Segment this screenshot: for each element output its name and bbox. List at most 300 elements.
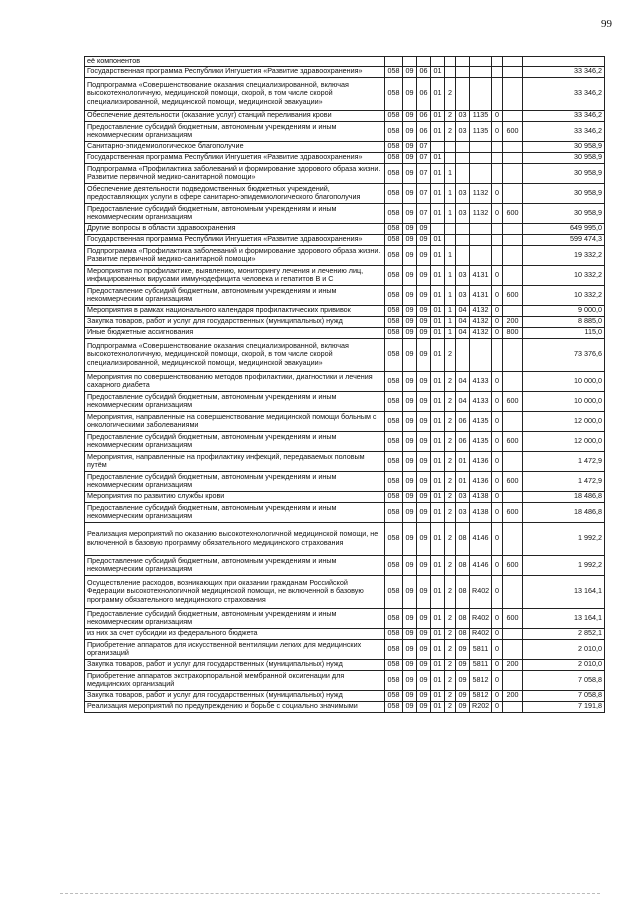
row-name: Закупка товаров, работ и услуг для государственных (муниципальных) нужд xyxy=(85,659,385,670)
row-subsection: 09 xyxy=(417,223,431,234)
row-subprogram: 1 xyxy=(445,163,456,183)
row-section: 09 xyxy=(403,391,417,411)
row-subprogram: 1 xyxy=(445,316,456,327)
row-section: 09 xyxy=(403,203,417,223)
row-kvsr: 058 xyxy=(385,338,403,371)
table-row xyxy=(85,471,605,491)
row-event xyxy=(456,66,470,77)
row-event: 09 xyxy=(456,670,470,690)
row-subprogram xyxy=(445,66,456,77)
row-subsection: 09 xyxy=(417,338,431,371)
row-name: Предоставление субсидий бюджетным, автономным учреждениям и иным некоммерческим организациям xyxy=(85,203,385,223)
row-expense-type xyxy=(503,639,523,659)
row-subprogram: 2 xyxy=(445,391,456,411)
row-direction: 4131 xyxy=(470,285,492,305)
table-row xyxy=(85,575,605,608)
row-direction: R402 xyxy=(470,608,492,628)
row-subprogram xyxy=(445,234,456,245)
row-section: 09 xyxy=(403,628,417,639)
row-program: 01 xyxy=(431,234,445,245)
table-row xyxy=(85,223,605,234)
row-subprogram: 1 xyxy=(445,245,456,265)
row-event: 03 xyxy=(456,491,470,502)
row-section: 09 xyxy=(403,522,417,555)
row-code-digit: 0 xyxy=(492,502,503,522)
row-event: 09 xyxy=(456,690,470,701)
row-amount: 115,0 xyxy=(523,327,605,338)
table-row xyxy=(85,639,605,659)
row-amount: 13 164,1 xyxy=(523,608,605,628)
row-code-digit xyxy=(492,163,503,183)
row-direction xyxy=(470,141,492,152)
row-amount: 18 486,8 xyxy=(523,491,605,502)
row-kvsr: 058 xyxy=(385,502,403,522)
row-program: 01 xyxy=(431,690,445,701)
row-section: 09 xyxy=(403,265,417,285)
row-direction: R402 xyxy=(470,575,492,608)
row-code-digit: 0 xyxy=(492,608,503,628)
table-row xyxy=(85,555,605,575)
row-name: Государственная программа Республики Ингушетия «Развитие здравоохранения» xyxy=(85,234,385,245)
row-direction: 4131 xyxy=(470,265,492,285)
row-code-digit xyxy=(492,141,503,152)
row-program: 01 xyxy=(431,411,445,431)
row-kvsr: 058 xyxy=(385,608,403,628)
row-direction xyxy=(470,66,492,77)
row-amount: 12 000,0 xyxy=(523,431,605,451)
row-event: 01 xyxy=(456,451,470,471)
row-section: 09 xyxy=(403,338,417,371)
row-section: 09 xyxy=(403,555,417,575)
row-subprogram: 2 xyxy=(445,121,456,141)
row-event xyxy=(456,57,470,67)
row-subsection: 09 xyxy=(417,502,431,522)
row-direction: 5811 xyxy=(470,659,492,670)
row-expense-type xyxy=(503,305,523,316)
row-section: 09 xyxy=(403,491,417,502)
row-expense-type xyxy=(503,223,523,234)
row-event: 03 xyxy=(456,110,470,121)
row-code-digit: 0 xyxy=(492,575,503,608)
row-event: 04 xyxy=(456,316,470,327)
row-code-digit: 0 xyxy=(492,471,503,491)
row-direction: R402 xyxy=(470,628,492,639)
row-kvsr: 058 xyxy=(385,66,403,77)
row-subsection: 09 xyxy=(417,690,431,701)
row-kvsr: 058 xyxy=(385,305,403,316)
row-section: 09 xyxy=(403,77,417,110)
row-code-digit: 0 xyxy=(492,659,503,670)
row-kvsr: 058 xyxy=(385,121,403,141)
row-event: 09 xyxy=(456,639,470,659)
row-program: 01 xyxy=(431,152,445,163)
row-program xyxy=(431,57,445,67)
row-name: её компонентов xyxy=(85,57,385,67)
row-code-digit: 0 xyxy=(492,371,503,391)
table-row xyxy=(85,491,605,502)
row-expense-type xyxy=(503,411,523,431)
row-event: 09 xyxy=(456,659,470,670)
row-subsection: 06 xyxy=(417,66,431,77)
row-kvsr: 058 xyxy=(385,110,403,121)
row-kvsr: 058 xyxy=(385,152,403,163)
row-subsection: 09 xyxy=(417,245,431,265)
row-code-digit: 0 xyxy=(492,203,503,223)
table-row xyxy=(85,451,605,471)
row-subprogram: 2 xyxy=(445,502,456,522)
row-amount: 2 010,0 xyxy=(523,659,605,670)
row-code-digit xyxy=(492,152,503,163)
row-direction: 4146 xyxy=(470,522,492,555)
row-subprogram xyxy=(445,141,456,152)
row-subsection: 09 xyxy=(417,575,431,608)
row-program: 01 xyxy=(431,555,445,575)
row-kvsr: 058 xyxy=(385,471,403,491)
row-expense-type xyxy=(503,451,523,471)
row-subprogram: 2 xyxy=(445,371,456,391)
table-row xyxy=(85,522,605,555)
row-subprogram: 1 xyxy=(445,203,456,223)
row-amount: 599 474,3 xyxy=(523,234,605,245)
row-section: 09 xyxy=(403,223,417,234)
row-subprogram: 2 xyxy=(445,659,456,670)
row-amount: 1 992,2 xyxy=(523,522,605,555)
row-kvsr: 058 xyxy=(385,163,403,183)
row-subsection: 06 xyxy=(417,77,431,110)
row-amount: 30 958,9 xyxy=(523,163,605,183)
table-row xyxy=(85,66,605,77)
row-section xyxy=(403,57,417,67)
row-code-digit: 0 xyxy=(492,639,503,659)
table-body xyxy=(85,57,605,713)
row-direction xyxy=(470,338,492,371)
row-code-digit: 0 xyxy=(492,431,503,451)
row-subsection: 09 xyxy=(417,265,431,285)
row-program: 01 xyxy=(431,451,445,471)
row-subprogram: 2 xyxy=(445,628,456,639)
row-direction: 5811 xyxy=(470,639,492,659)
row-event xyxy=(456,77,470,110)
row-program: 01 xyxy=(431,639,445,659)
row-kvsr: 058 xyxy=(385,223,403,234)
row-subsection: 09 xyxy=(417,431,431,451)
row-subprogram: 2 xyxy=(445,110,456,121)
table-row xyxy=(85,77,605,110)
row-name: Предоставление субсидий бюджетным, автономным учреждениям и иным некоммерческим организациям xyxy=(85,285,385,305)
row-amount: 33 346,2 xyxy=(523,66,605,77)
row-direction xyxy=(470,77,492,110)
row-subsection: 07 xyxy=(417,183,431,203)
row-program: 01 xyxy=(431,575,445,608)
row-subsection: 09 xyxy=(417,234,431,245)
row-amount: 13 164,1 xyxy=(523,575,605,608)
row-subprogram: 2 xyxy=(445,411,456,431)
row-subsection: 09 xyxy=(417,491,431,502)
row-program: 01 xyxy=(431,183,445,203)
row-direction xyxy=(470,163,492,183)
row-kvsr: 058 xyxy=(385,391,403,411)
row-name: Мероприятия по профилактике, выявлению, мониторингу лечения и лечению лиц, инфицированных вирусами иммунодефицита человека и гепатитов В и С xyxy=(85,265,385,285)
row-direction xyxy=(470,223,492,234)
row-amount: 649 995,0 xyxy=(523,223,605,234)
table-row xyxy=(85,265,605,285)
table-row xyxy=(85,701,605,712)
row-program xyxy=(431,223,445,234)
row-amount: 1 472,9 xyxy=(523,471,605,491)
table-row xyxy=(85,57,605,67)
page-number: 99 xyxy=(601,18,612,30)
row-event: 08 xyxy=(456,555,470,575)
table-row xyxy=(85,690,605,701)
row-direction: 4136 xyxy=(470,471,492,491)
row-name: Реализация мероприятий по предупреждению и борьбе с социально значимыми xyxy=(85,701,385,712)
row-program: 01 xyxy=(431,338,445,371)
row-expense-type xyxy=(503,234,523,245)
row-subprogram: 2 xyxy=(445,471,456,491)
row-event: 04 xyxy=(456,371,470,391)
row-kvsr: 058 xyxy=(385,183,403,203)
row-direction: 4133 xyxy=(470,371,492,391)
table-row xyxy=(85,285,605,305)
row-direction: 4132 xyxy=(470,305,492,316)
row-kvsr: 058 xyxy=(385,659,403,670)
table-row xyxy=(85,152,605,163)
row-program xyxy=(431,141,445,152)
row-name: Государственная программа Республики Ингушетия «Развитие здравоохранения» xyxy=(85,66,385,77)
row-expense-type: 600 xyxy=(503,608,523,628)
row-event: 03 xyxy=(456,121,470,141)
row-name: Реализация мероприятий по оказанию высокотехнологичной медицинской помощи, не включенной в базовую программу обязательного медицинского страхования xyxy=(85,522,385,555)
row-subprogram xyxy=(445,152,456,163)
row-name: из них за счет субсидии из федерального бюджета xyxy=(85,628,385,639)
row-kvsr: 058 xyxy=(385,411,403,431)
row-program: 01 xyxy=(431,471,445,491)
row-event: 03 xyxy=(456,183,470,203)
row-event: 08 xyxy=(456,628,470,639)
row-event: 01 xyxy=(456,471,470,491)
row-expense-type: 800 xyxy=(503,327,523,338)
row-expense-type xyxy=(503,66,523,77)
row-direction: 4138 xyxy=(470,502,492,522)
row-program: 01 xyxy=(431,163,445,183)
row-name: Предоставление субсидий бюджетным, автономным учреждениям и иным некоммерческим организациям xyxy=(85,608,385,628)
row-expense-type xyxy=(503,57,523,67)
row-section: 09 xyxy=(403,608,417,628)
row-subsection: 09 xyxy=(417,639,431,659)
row-kvsr: 058 xyxy=(385,670,403,690)
row-subprogram: 2 xyxy=(445,701,456,712)
table-row xyxy=(85,234,605,245)
row-kvsr: 058 xyxy=(385,245,403,265)
row-code-digit xyxy=(492,77,503,110)
row-expense-type xyxy=(503,163,523,183)
row-subprogram: 2 xyxy=(445,77,456,110)
row-direction: 1132 xyxy=(470,203,492,223)
row-section: 09 xyxy=(403,670,417,690)
row-amount: 12 000,0 xyxy=(523,411,605,431)
row-amount: 2 852,1 xyxy=(523,628,605,639)
row-event xyxy=(456,141,470,152)
row-name: Предоставление субсидий бюджетным, автономным учреждениям и иным некоммерческим организациям xyxy=(85,431,385,451)
row-amount: 1 992,2 xyxy=(523,555,605,575)
row-direction: 4136 xyxy=(470,451,492,471)
row-program: 01 xyxy=(431,316,445,327)
row-event: 08 xyxy=(456,608,470,628)
row-name: Мероприятия по развитию службы крови xyxy=(85,491,385,502)
table-row xyxy=(85,305,605,316)
row-name: Обеспечение деятельности подведомственных бюджетных учреждений, предоставляющих услуги в сфере санитарно-эпидемиологического благополучия xyxy=(85,183,385,203)
row-name: Закупка товаров, работ и услуг для государственных (муниципальных) нужд xyxy=(85,316,385,327)
row-section: 09 xyxy=(403,471,417,491)
row-subprogram: 2 xyxy=(445,431,456,451)
row-program: 01 xyxy=(431,431,445,451)
row-subprogram: 2 xyxy=(445,555,456,575)
row-expense-type: 600 xyxy=(503,555,523,575)
row-direction xyxy=(470,234,492,245)
row-section: 09 xyxy=(403,327,417,338)
row-subsection: 09 xyxy=(417,371,431,391)
row-amount xyxy=(523,57,605,67)
row-direction: 4132 xyxy=(470,316,492,327)
row-code-digit xyxy=(492,57,503,67)
row-name: Предоставление субсидий бюджетным, автономным учреждениям и иным некоммерческим организациям xyxy=(85,502,385,522)
row-kvsr: 058 xyxy=(385,690,403,701)
page-bottom-rule xyxy=(60,893,600,896)
row-kvsr: 058 xyxy=(385,555,403,575)
row-expense-type: 600 xyxy=(503,471,523,491)
row-section: 09 xyxy=(403,163,417,183)
row-program: 01 xyxy=(431,608,445,628)
row-section: 09 xyxy=(403,305,417,316)
row-subsection: 09 xyxy=(417,316,431,327)
row-code-digit: 0 xyxy=(492,701,503,712)
row-program: 01 xyxy=(431,371,445,391)
row-program: 01 xyxy=(431,491,445,502)
row-code-digit: 0 xyxy=(492,690,503,701)
row-code-digit: 0 xyxy=(492,285,503,305)
row-program: 01 xyxy=(431,245,445,265)
row-code-digit: 0 xyxy=(492,670,503,690)
table-row xyxy=(85,431,605,451)
row-amount: 7 058,8 xyxy=(523,670,605,690)
row-kvsr: 058 xyxy=(385,316,403,327)
table-row xyxy=(85,141,605,152)
row-amount: 18 486,8 xyxy=(523,502,605,522)
row-name: Осуществление расходов, возникающих при оказании гражданам Российской Федерации высокотехнологичной медицинской помощи, не включенной в базовую программу обязательного медицинского страхования xyxy=(85,575,385,608)
row-kvsr: 058 xyxy=(385,371,403,391)
row-subsection: 09 xyxy=(417,608,431,628)
row-amount: 33 346,2 xyxy=(523,121,605,141)
row-name: Мероприятия, направленные на профилактику инфекций, передаваемых половым путём xyxy=(85,451,385,471)
row-section: 09 xyxy=(403,451,417,471)
row-subsection: 09 xyxy=(417,555,431,575)
row-section: 09 xyxy=(403,152,417,163)
row-amount: 10 332,2 xyxy=(523,285,605,305)
row-subprogram: 2 xyxy=(445,451,456,471)
row-event: 04 xyxy=(456,391,470,411)
row-kvsr: 058 xyxy=(385,431,403,451)
row-subsection: 09 xyxy=(417,670,431,690)
row-amount: 30 958,9 xyxy=(523,141,605,152)
row-section: 09 xyxy=(403,66,417,77)
row-direction xyxy=(470,57,492,67)
row-kvsr: 058 xyxy=(385,285,403,305)
row-subprogram: 1 xyxy=(445,285,456,305)
table-row xyxy=(85,245,605,265)
row-name: Предоставление субсидий бюджетным, автономным учреждениям и иным некоммерческим организациям xyxy=(85,555,385,575)
row-amount: 10 000,0 xyxy=(523,391,605,411)
row-expense-type xyxy=(503,110,523,121)
row-subprogram: 2 xyxy=(445,491,456,502)
budget-table xyxy=(84,56,605,713)
row-subsection: 06 xyxy=(417,121,431,141)
table-row xyxy=(85,411,605,431)
row-direction: 1132 xyxy=(470,183,492,203)
row-name: Закупка товаров, работ и услуг для государственных (муниципальных) нужд xyxy=(85,690,385,701)
row-code-digit: 0 xyxy=(492,411,503,431)
row-name: Подпрограмма «Профилактика заболеваний и формирование здорового образа жизни. Развитие первичной медико-санитарной помощи» xyxy=(85,163,385,183)
row-amount: 33 346,2 xyxy=(523,110,605,121)
row-kvsr: 058 xyxy=(385,203,403,223)
row-expense-type: 200 xyxy=(503,659,523,670)
row-amount: 30 958,9 xyxy=(523,183,605,203)
row-subsection: 09 xyxy=(417,628,431,639)
row-program: 01 xyxy=(431,327,445,338)
row-program: 01 xyxy=(431,701,445,712)
row-program: 01 xyxy=(431,121,445,141)
row-direction xyxy=(470,245,492,265)
row-kvsr: 058 xyxy=(385,265,403,285)
row-section: 09 xyxy=(403,316,417,327)
row-code-digit: 0 xyxy=(492,121,503,141)
row-subsection: 09 xyxy=(417,659,431,670)
row-expense-type: 600 xyxy=(503,203,523,223)
row-event xyxy=(456,152,470,163)
row-subprogram: 1 xyxy=(445,305,456,316)
row-event: 03 xyxy=(456,502,470,522)
row-direction: 5812 xyxy=(470,690,492,701)
row-name: Предоставление субсидий бюджетным, автономным учреждениям и иным некоммерческим организациям xyxy=(85,471,385,491)
row-kvsr: 058 xyxy=(385,701,403,712)
row-code-digit: 0 xyxy=(492,491,503,502)
table-row xyxy=(85,163,605,183)
row-amount: 1 472,9 xyxy=(523,451,605,471)
row-name: Подпрограмма «Совершенствование оказания специализированной, включая высокотехнологичную, медицинской помощи, скорой, в том числе скорой специализированной, медицинской помощи, медицинской эвакуации» xyxy=(85,77,385,110)
row-subprogram: 2 xyxy=(445,639,456,659)
row-amount: 7 191,8 xyxy=(523,701,605,712)
row-kvsr: 058 xyxy=(385,639,403,659)
table-row xyxy=(85,121,605,141)
row-direction: 5812 xyxy=(470,670,492,690)
row-program: 01 xyxy=(431,285,445,305)
row-kvsr: 058 xyxy=(385,141,403,152)
row-name: Иные бюджетные ассигнования xyxy=(85,327,385,338)
row-section: 09 xyxy=(403,659,417,670)
row-code-digit xyxy=(492,66,503,77)
row-section: 09 xyxy=(403,121,417,141)
row-name: Санитарно-эпидемиологическое благополучие xyxy=(85,141,385,152)
row-name: Мероприятия по совершенствованию методов профилактики, диагностики и лечения сахарного диабета xyxy=(85,371,385,391)
row-amount: 8 885,0 xyxy=(523,316,605,327)
row-subsection xyxy=(417,57,431,67)
row-section: 09 xyxy=(403,110,417,121)
row-amount: 19 332,2 xyxy=(523,245,605,265)
row-event: 06 xyxy=(456,411,470,431)
table-row xyxy=(85,327,605,338)
row-subsection: 09 xyxy=(417,471,431,491)
table-row xyxy=(85,203,605,223)
row-subprogram: 2 xyxy=(445,522,456,555)
